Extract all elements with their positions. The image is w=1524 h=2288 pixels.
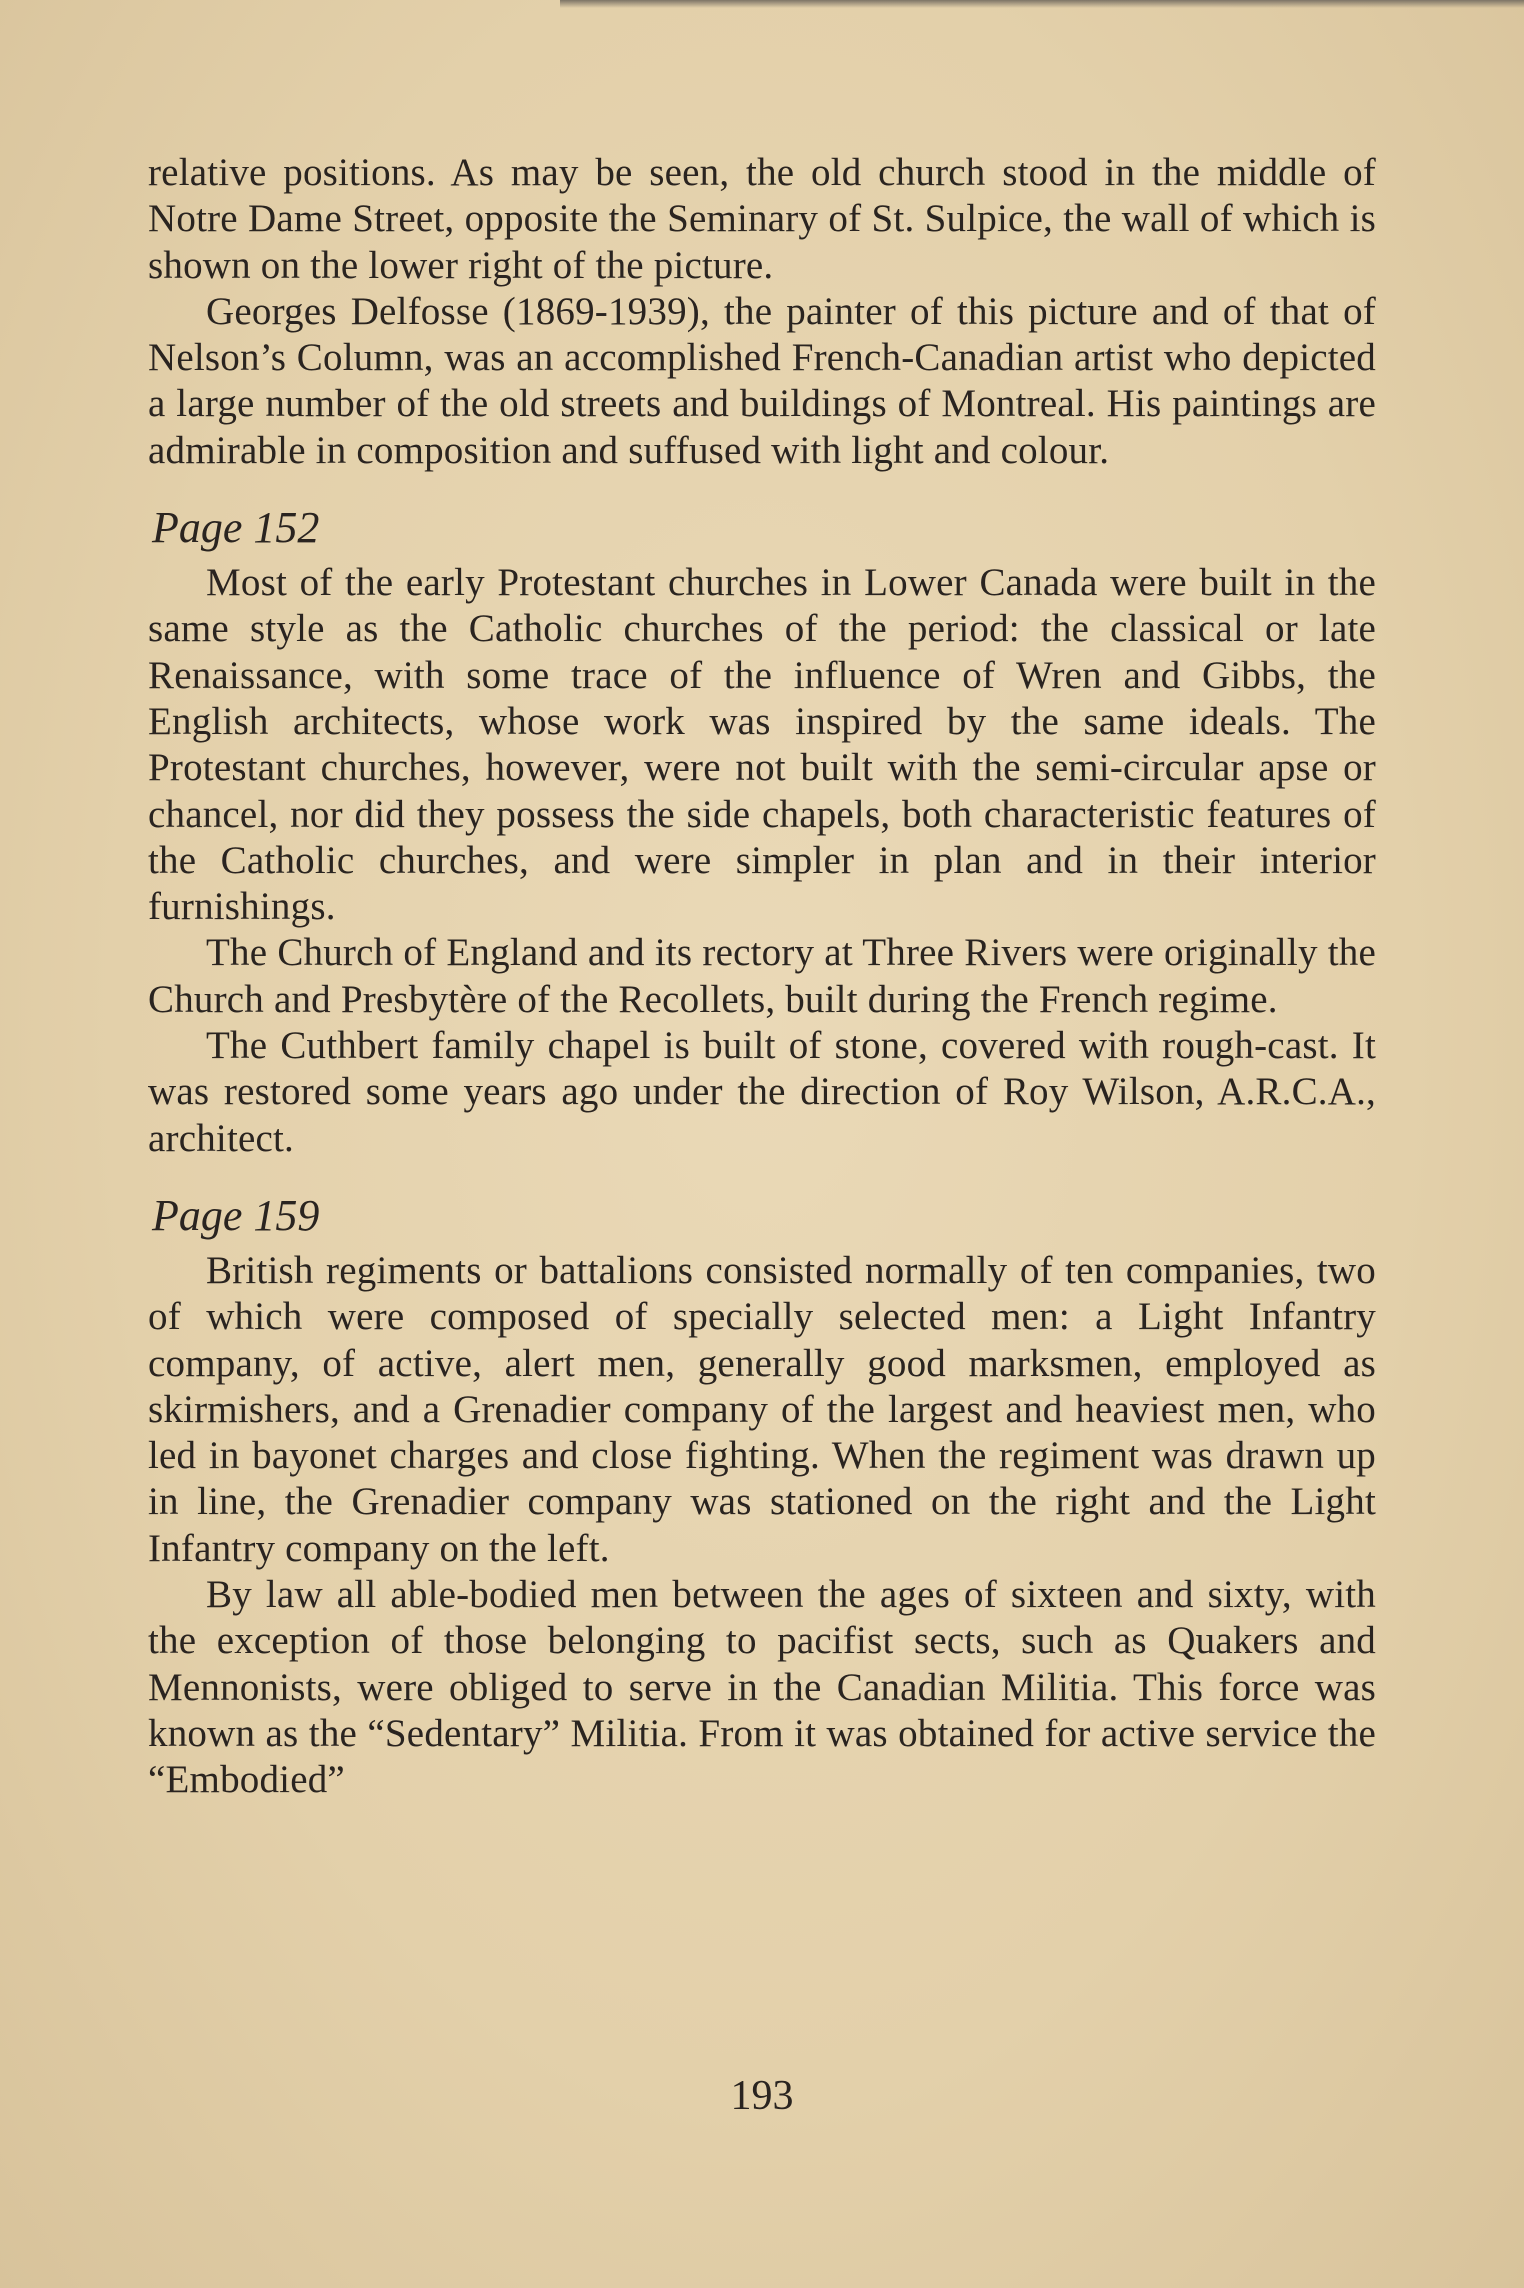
paragraph-british-regiments: British regiments or battalions consisted normally of ten companies, two of which were composed of specially selected men: a Light Infantry company, of active, alert men, generally good marksmen, employed as skirmishers, and a Grenadier company of the largest and heaviest men, who led in bayonet charges and close fighting. When the regiment was drawn up in line, the Grenadier company was stationed on the right and the Light Infantry company on the left. [148,1248,1376,1570]
paragraph-delfosse: Georges Delfosse (1869-1939), the painter of this picture and of that of Nelson’s Column, was an accomplished French-Canadian artist who depicted a large number of the old streets and buildings of Montreal. His paintings are admirable in composition and suffused with light and colour. [148,289,1376,472]
page-body [148,150,1376,1804]
page-top-edge [560,0,1524,8]
paragraph-cuthbert-chapel: The Cuthbert family chapel is built of stone, covered with rough-cast. It was restored some years ago under the direction of Roy Wilson, A.R.C.A., architect. [148,1024,1376,1160]
section-heading-page-159: Page 159 [152,1190,320,1240]
page-number: 193 [730,2073,794,2119]
paragraph-intro-continuation: relative positions. As may be seen, the old church stood in the middle of Notre Dame Street, opposite the Seminary of St. Sulpice, the wall of which is shown on the lower right of the picture. [148,151,1376,287]
section-heading-page-152: Page 152 [152,503,320,553]
paragraph-canadian-militia: By law all able-bodied men between the ages of sixteen and sixty, with the exception of those belonging to pacifist sects, such as Quakers and Mennonists, were obliged to serve in the Canadian Militia. This force was known as the “Sedentary” Militia. From it was obtained for active service the “Embodied” [148,1573,1376,1802]
paragraph-church-of-england: The Church of England and its rectory at Three Rivers were originally the Church and Presbytère of the Recollets, built during the French regime. [148,931,1376,1021]
paragraph-protestant-churches: Most of the early Protestant churches in Lower Canada were built in the same style as the Catholic churches of the period: the classical or late Renaissance, with some trace of the influence of Wren and Gibbs, the English architects, whose work was inspired by the same ideals. The Protestant churches, however, were not built with the semi-circular apse or chancel, nor did they possess the side chapels, both characteristic features of the Catholic churches, and were simpler in plan and in their interior furnishings. [148,561,1376,929]
